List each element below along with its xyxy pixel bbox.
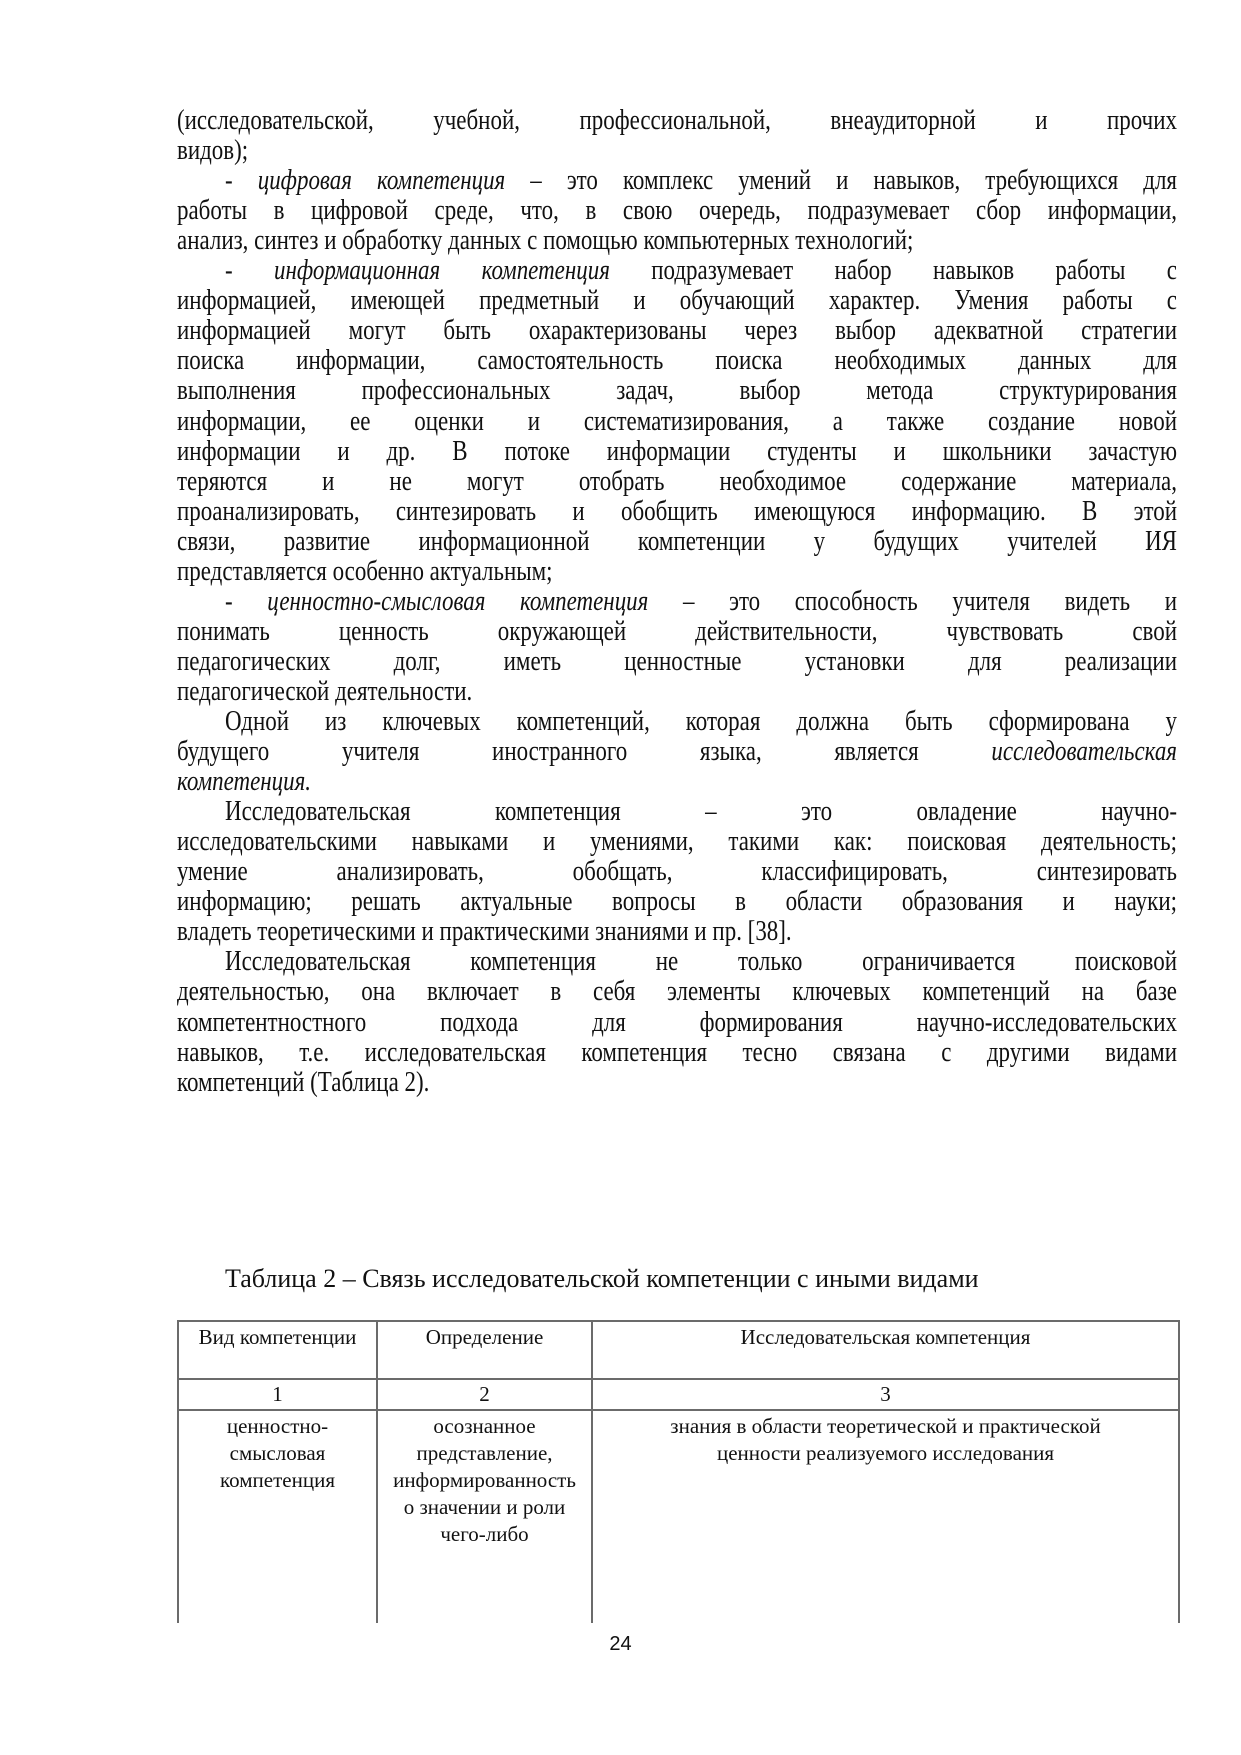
text-line: Исследовательская компетенция – это овладение научно- — [225, 796, 1177, 828]
cell-definition: осознанное представление, информированность о значении и роли чего-либо — [377, 1410, 592, 1623]
text-line: умение анализировать, обобщать, классифицировать, синтезировать — [177, 856, 1177, 888]
text-line: навыков, т.е. исследовательская компетенция тесно связана с другими видами — [177, 1036, 1177, 1068]
text-line: связи, развитие информационной компетенции у будущих учителей ИЯ — [177, 525, 1177, 557]
competence-table — [177, 1320, 1180, 1623]
text-line: представляется особенно актуальным; — [177, 555, 553, 587]
text-line: педагогической деятельности. — [177, 675, 473, 707]
text-line: анализ, синтез и обработку данных с помощью компьютерных технологий; — [177, 225, 914, 257]
text-line: Исследовательская компетенция не только ограничивается поисковой — [225, 946, 1177, 978]
table-header-row — [178, 1321, 1179, 1379]
text-line: деятельностью, она включает в себя элементы ключевых компетенций на базе — [177, 976, 1177, 1008]
text-line: информации и др. В потоке информации студенты и школьники зачастую — [177, 435, 1177, 467]
text-line: информацией, имеющей предметный и обучающий характер. Умения работы с — [177, 285, 1177, 317]
header-cell-definition: Определение — [377, 1321, 592, 1379]
header-cell-research: Исследовательская компетенция — [592, 1321, 1179, 1379]
column-number-3: 3 — [592, 1379, 1179, 1410]
text-line: понимать ценность окружающей действительности, чувствовать свой — [177, 615, 1177, 647]
text-line: выполнения профессиональных задач, выбор метода структурирования — [177, 375, 1177, 407]
table-number-row — [178, 1379, 1179, 1410]
page-number: 24 — [609, 1633, 632, 1655]
column-number-2: 2 — [377, 1379, 592, 1410]
column-number-1: 1 — [178, 1379, 377, 1410]
text-line: информации, ее оценки и систематизирования, а также создание новой — [177, 405, 1177, 437]
header-cell-type: Вид компетенции — [178, 1321, 377, 1379]
text-line: работы в цифровой среде, что, в свою очередь, подразумевает сбор информации, — [177, 195, 1177, 227]
cell-competence-type: ценностно- смысловая компетенция — [178, 1410, 377, 1623]
text-line: Одной из ключевых компетенций, которая должна быть сформирована у — [225, 706, 1177, 737]
emphasized-term: исследовательская — [991, 736, 1177, 768]
text-line: компетенций (Таблица 2). — [177, 1066, 430, 1098]
text-line: будущего учителя иностранного языка, является исследовательская — [177, 736, 1177, 768]
text-line: компетентностного подхода для формирования научно-исследовательских — [177, 1006, 1177, 1038]
table-caption: Таблица 2 – Связь исследовательской компетенции с иными видами — [225, 1264, 979, 1293]
table-row — [178, 1410, 1179, 1623]
cell-research-competence: знания в области теоретической и практической ценности реализуемого исследования — [592, 1410, 1179, 1623]
emphasized-term: компетенция. — [177, 766, 312, 798]
emphasized-term: информационная компетенция — [274, 255, 610, 287]
emphasized-term: цифровая компетенция — [257, 165, 506, 197]
emphasized-term: ценностно-смысловая компетенция — [267, 585, 649, 617]
text-line: видов); — [177, 135, 249, 167]
text-line: владеть теоретическими и практическими знаниями и пр. [38]. — [177, 916, 792, 948]
text-line: - ценностно-смысловая компетенция – это способность учителя видеть и — [225, 585, 1178, 617]
text-line — [177, 765, 311, 799]
text-line: - информационная компетенция подразумевает набор навыков работы с — [225, 255, 1177, 287]
text-line: проанализировать, синтезировать и обобщить имеющуюся информацию. В этой — [177, 495, 1177, 527]
text-line: теряются и не могут отобрать необходимое содержание материала, — [177, 465, 1177, 497]
text-line: информацию; решать актуальные вопросы в области образования и науки; — [177, 886, 1177, 918]
text-line: (исследовательской, учебной, профессиональной, внеаудиторной и прочих — [177, 105, 1177, 136]
text-line: информацией могут быть охарактеризованы через выбор адекватной стратегии — [177, 315, 1177, 347]
text-line: - цифровая компетенция – это комплекс умений и навыков, требующихся для — [225, 165, 1177, 197]
text-line: исследовательскими навыками и умениями, такими как: поисковая деятельность; — [177, 826, 1177, 858]
text-line: поиска информации, самостоятельность поиска необходимых данных для — [177, 345, 1177, 377]
text-line: педагогических долг, иметь ценностные установки для реализации — [177, 645, 1177, 677]
